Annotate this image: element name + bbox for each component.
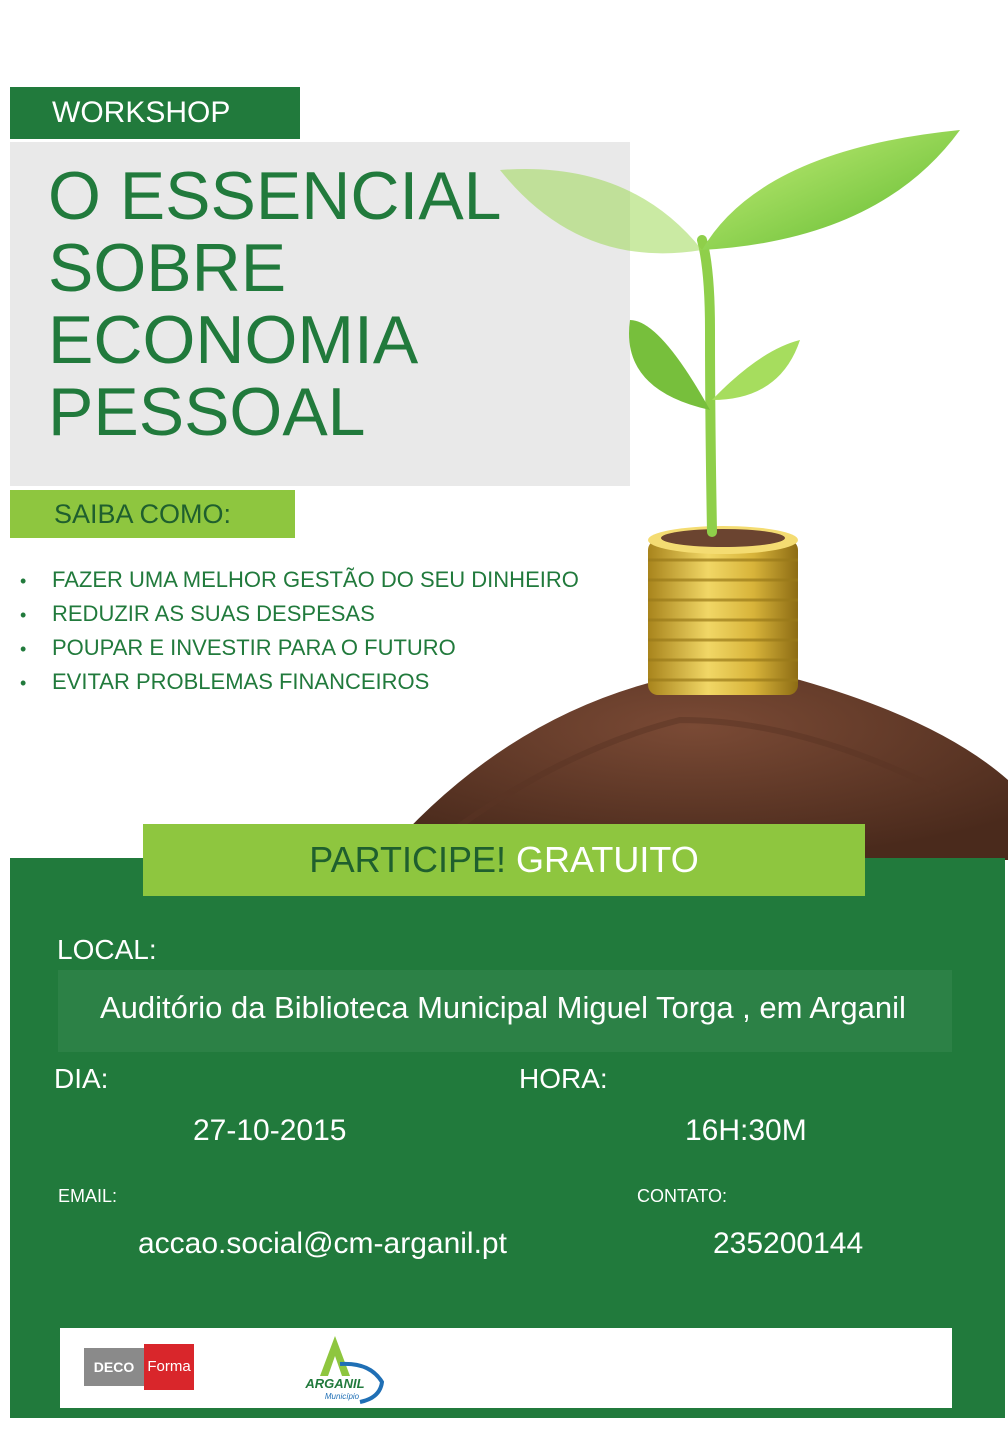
hour-value: 16H:30M	[685, 1114, 807, 1147]
forma-logo-text: Forma	[144, 1344, 194, 1390]
deco-logo-text: DECO	[84, 1348, 144, 1386]
bullet-icon: •	[20, 605, 27, 625]
email-label: EMAIL:	[58, 1186, 118, 1206]
list-item	[20, 597, 579, 631]
contact-label: CONTATO:	[637, 1186, 727, 1206]
email-value[interactable]: accao.social@cm-arganil.pt	[138, 1227, 507, 1260]
benefit-text: POUPAR E INVESTIR PARA O FUTURO	[52, 635, 456, 660]
title-line-3: ECONOMIA	[48, 302, 419, 378]
local-label: LOCAL:	[57, 934, 157, 965]
sapling-stem	[702, 240, 712, 532]
cta-free: GRATUITO	[516, 839, 699, 880]
arganil-name: ARGANIL	[305, 1376, 365, 1391]
arganil-subtitle: Município	[324, 1392, 360, 1401]
title-line-2: SOBRE	[48, 230, 287, 306]
day-value: 27-10-2015	[193, 1114, 347, 1147]
benefit-text: REDUZIR AS SUAS DESPESAS	[52, 601, 375, 626]
workshop-tag: WORKSHOP	[10, 87, 300, 139]
workshop-title	[48, 160, 502, 448]
arganil-municipality-logo	[300, 1332, 400, 1404]
cta-banner	[143, 824, 865, 896]
leaf-low-left	[629, 320, 710, 410]
title-line-1: O ESSENCIAL	[48, 158, 502, 234]
leaf-low-right	[712, 340, 800, 400]
contact-value: 235200144	[713, 1227, 864, 1260]
cta-participate: PARTICIPE!	[309, 839, 507, 880]
bullet-icon: •	[20, 639, 27, 659]
deco-forma-logo	[84, 1344, 194, 1390]
leaf-top-right	[702, 130, 960, 250]
title-line-4: PESSOAL	[48, 374, 366, 450]
coin-stack	[648, 526, 798, 695]
day-label: DIA:	[54, 1063, 109, 1094]
bullet-icon: •	[20, 571, 27, 591]
benefit-text: EVITAR PROBLEMAS FINANCEIROS	[52, 669, 430, 694]
benefit-text: FAZER UMA MELHOR GESTÃO DO SEU DINHEIRO	[52, 567, 579, 592]
benefits-list	[20, 563, 579, 699]
list-item	[20, 665, 579, 699]
learn-heading: SAIBA COMO:	[10, 490, 295, 538]
leaf-top-left	[500, 169, 702, 253]
list-item	[20, 563, 579, 597]
local-value: Auditório da Biblioteca Municipal Miguel Torga , em Arganil	[100, 990, 906, 1025]
list-item	[20, 631, 579, 665]
bullet-icon: •	[20, 673, 27, 693]
hour-label: HORA:	[519, 1063, 608, 1094]
